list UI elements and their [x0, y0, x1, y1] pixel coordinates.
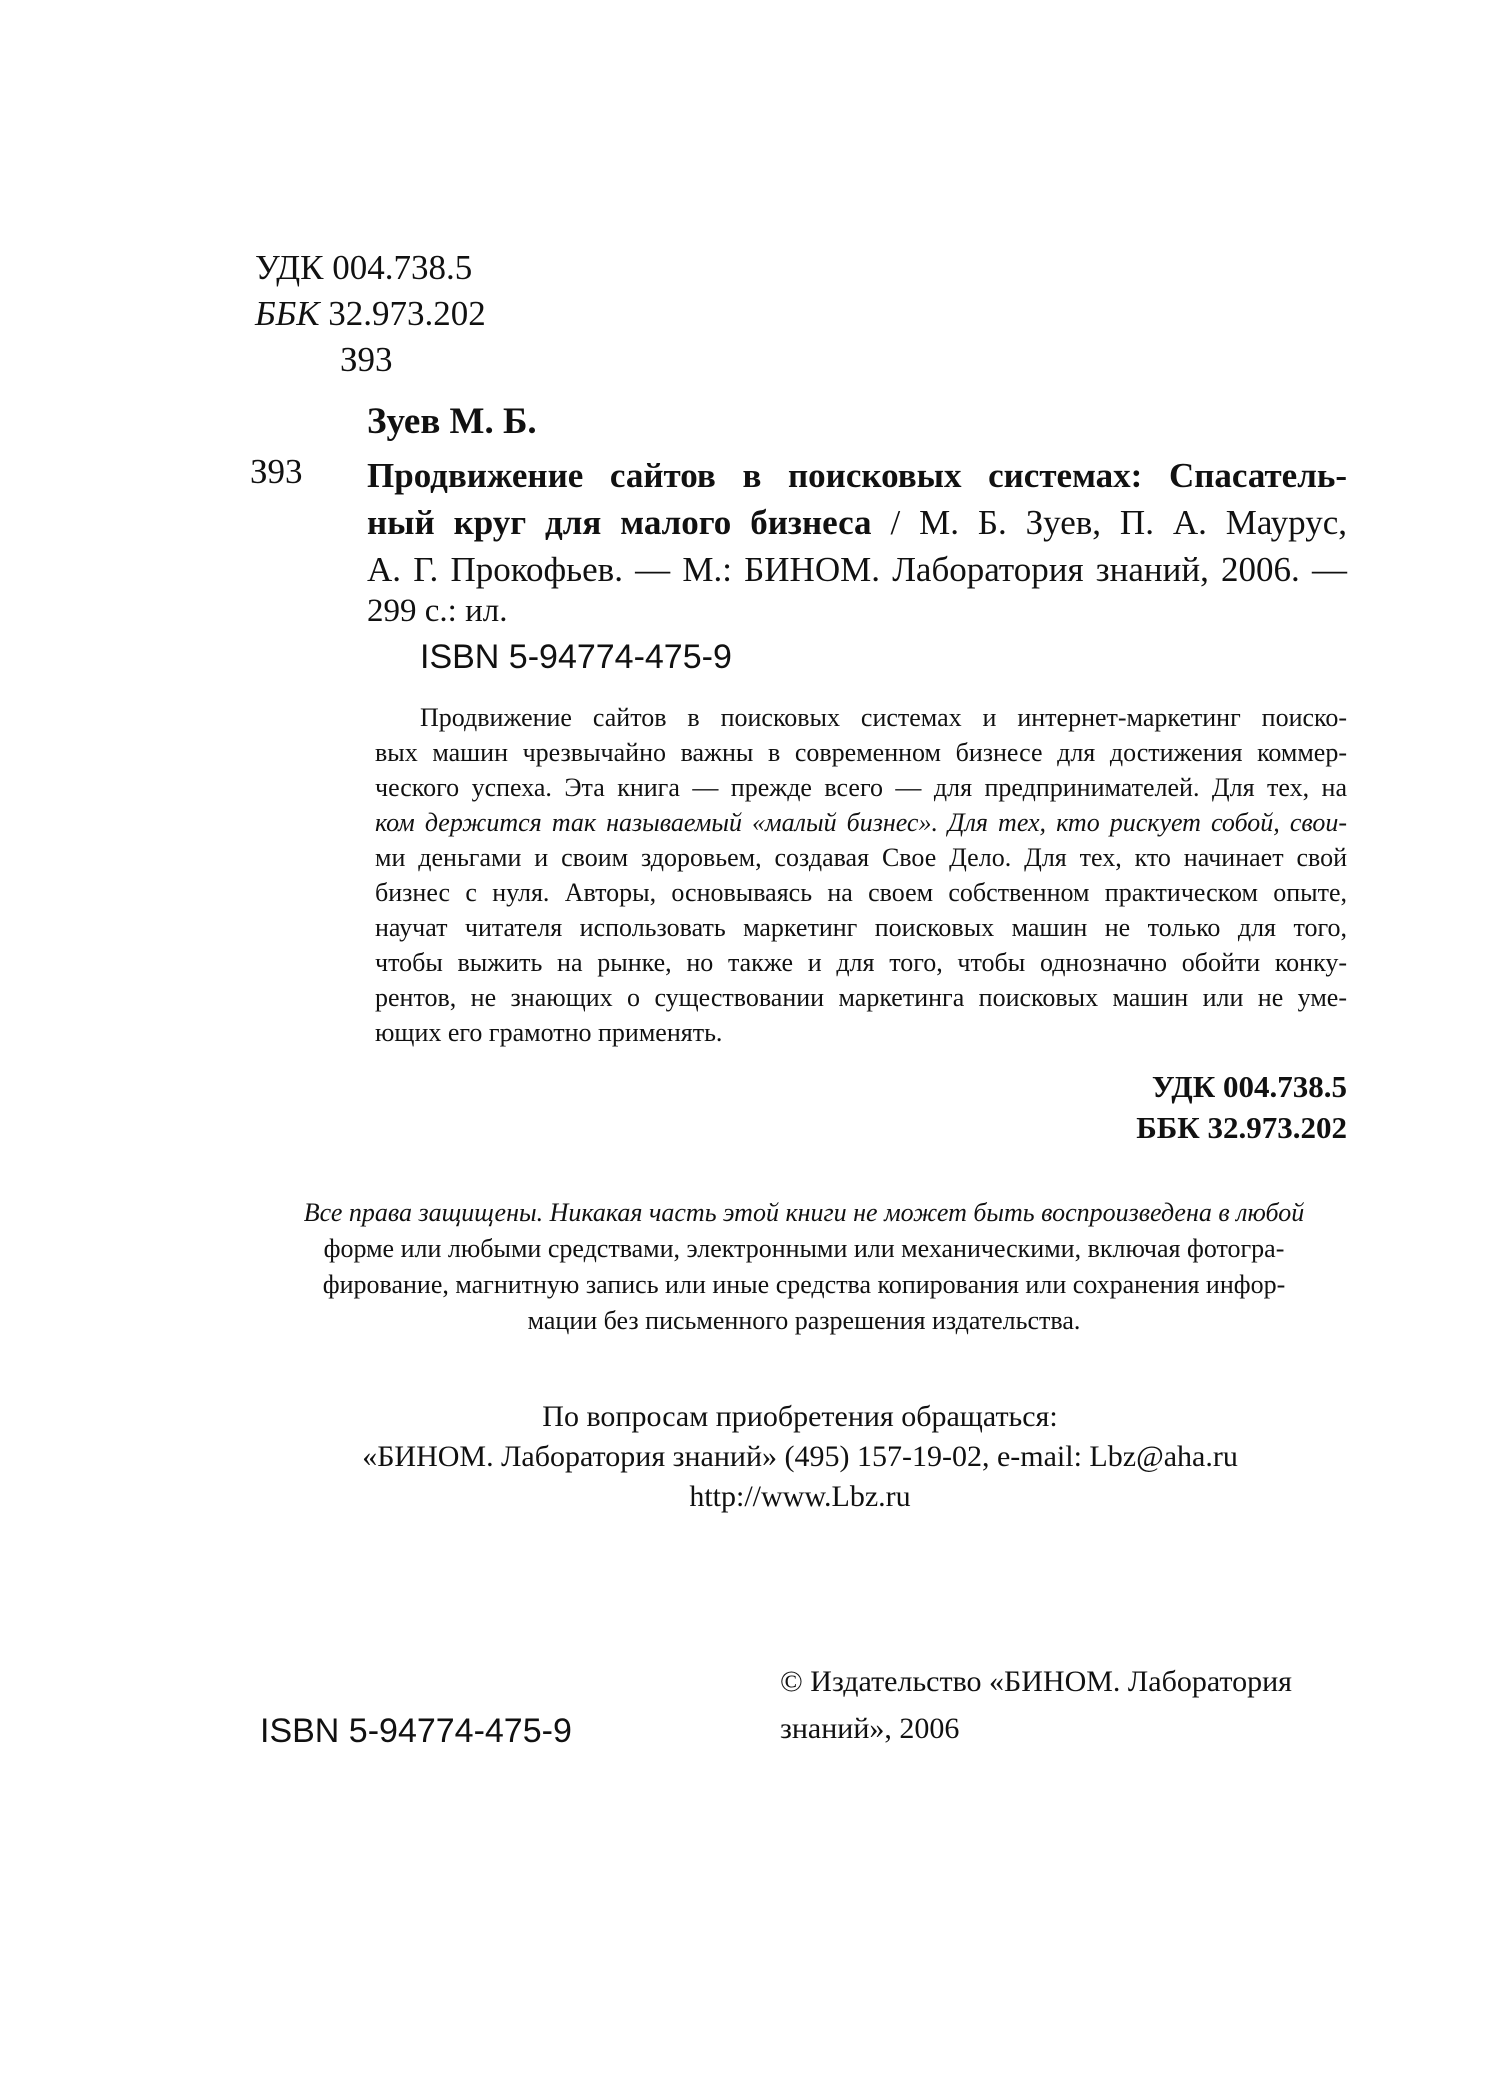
book-title-part2: ный круг для малого бизнеса	[367, 503, 872, 542]
rights-notice-line: фирование, магнитную запись или иные средства копирования или сохранения инфор-	[322, 1270, 1286, 1299]
rights-notice-line: форме или любыми средствами, электронными или механическими, включая фотогра-	[323, 1234, 1285, 1263]
annotation-italic-text: ком держится так называемый «малый бизнес». Для тех, кто рискует собой, свои-	[375, 808, 1347, 837]
book-title-line1	[367, 452, 1347, 499]
annotation-line: вых машин чрезвычайно важны в современном бизнесе для достижения коммер-	[375, 738, 1347, 767]
udk-top	[255, 245, 472, 291]
copyright-line: знаний», 2006	[780, 1712, 960, 1745]
contact-publisher: «БИНОМ. Лаборатория знаний» (495) 157-19-02, e-mail: Lbz@aha.ru	[362, 1440, 1238, 1473]
bibliographic-pages: 299 с.: ил.	[367, 593, 508, 629]
contact-website: http://www.Lbz.ru	[689, 1480, 911, 1513]
udk-code: 004.738.5	[332, 248, 473, 287]
author-heading: Зуев М. Б.	[367, 401, 537, 442]
author-mark-side: З93	[250, 452, 303, 491]
udk-label: УДК	[255, 248, 324, 287]
author-mark-top: З93	[340, 340, 393, 379]
isbn-bottom: ISBN 5-94774-475-9	[260, 1712, 572, 1750]
bbk-bottom: ББК 32.973.202	[1136, 1110, 1347, 1145]
rights-notice-line: Все права защищены. Никакая часть этой книги не может быть воспроизведена в любой	[303, 1198, 1305, 1227]
book-title-part1: Продвижение сайтов в поисковых системах: Спасатель-	[367, 456, 1347, 495]
annotation-line: бизнес с нуля. Авторы, основываясь на своем собственном практическом опыте,	[375, 878, 1347, 907]
annotation-line: ческого успеха. Эта книга — прежде всего — для предпринимателей. Для тех, на	[375, 773, 1347, 802]
copyright-line: © Издательство «БИНОМ. Лаборатория	[780, 1665, 1292, 1698]
udk-bottom: УДК 004.738.5	[1151, 1069, 1347, 1104]
isbn-entry: ISBN 5-94774-475-9	[420, 638, 732, 676]
annotation-line	[375, 805, 1347, 840]
bbk-top	[255, 291, 486, 337]
bbk-code: 32.973.202	[328, 294, 486, 333]
annotation-line: научат читателя использовать маркетинг поисковых машин не только для того,	[375, 913, 1347, 942]
bibliographic-line3: А. Г. Прокофьев. — М.: БИНОМ. Лаборатория знаний, 2006. —	[367, 550, 1347, 589]
annotation-line: ющих его грамотно применять.	[375, 1018, 723, 1047]
rights-notice-line: мации без письменного разрешения издательства.	[527, 1306, 1081, 1335]
annotation-line: ми деньгами и своим здоровьем, создавая Свое Дело. Для тех, кто начинает свой	[375, 843, 1347, 872]
book-title-line2	[367, 499, 1347, 546]
annotation-line: рентов, не знающих о существовании маркетинга поисковых машин или не уме-	[375, 983, 1347, 1012]
contact-title: По вопросам приобретения обращаться:	[542, 1400, 1058, 1433]
annotation-line: чтобы выжить на рынке, но также и для того, чтобы однозначно обойти конку-	[375, 948, 1347, 977]
book-authors: / М. Б. Зуев, П. А. Маурус,	[890, 503, 1347, 542]
annotation-line: Продвижение сайтов в поисковых системах и интернет-маркетинг поиско-	[420, 703, 1347, 732]
bbk-label: ББК	[255, 294, 320, 333]
